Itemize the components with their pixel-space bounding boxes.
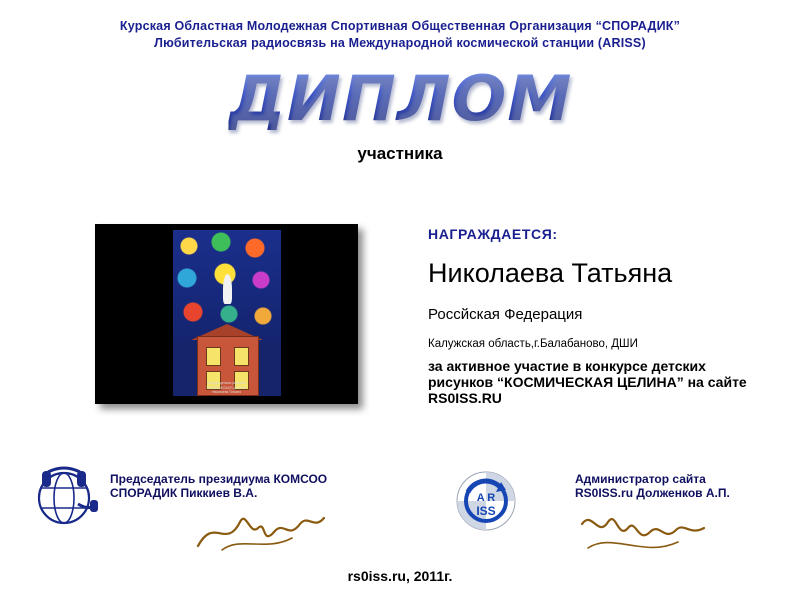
certificate-title: ДИПЛОМ	[227, 62, 573, 135]
footer-text: rs0iss.ru, 2011г.	[347, 568, 453, 584]
right-signature-line-1: Администратор сайта	[575, 472, 706, 486]
left-signature-scribble	[196, 506, 326, 558]
ariss-logo-icon	[455, 470, 517, 532]
artwork-caption-line-1: Конкурс детских рисунков	[207, 381, 246, 386]
winner-region: Калужская область,г.Балабаново, ДШИ	[428, 338, 638, 350]
sporadik-logo-icon	[28, 462, 100, 528]
certificate-title-wrap	[0, 62, 800, 135]
winner-country: Россйская Федерация	[428, 306, 583, 323]
left-signature-text	[110, 472, 327, 500]
artwork-caption	[173, 381, 281, 394]
certificate-subtitle: участника	[357, 144, 443, 163]
winner-name: Николаева Татьяна	[428, 258, 673, 288]
award-reason: за активное участие в конкурсе детских рисунков “КОСМИЧЕСКАЯ ЦЕЛИНА” на сайте RS0ISS.RU	[428, 358, 747, 406]
right-signature-line-2: RS0ISS.ru Долженков А.П.	[575, 486, 730, 500]
left-signature-line-1: Председатель президиума КОМСОО	[110, 472, 328, 486]
artwork-frame	[95, 224, 358, 404]
ariss-logo-text-top: A R	[476, 492, 496, 504]
organization-header	[0, 18, 800, 52]
artwork-window	[234, 347, 249, 366]
right-signature-text	[575, 472, 730, 500]
award-label: НАГРАЖДАЕТСЯ:	[428, 226, 558, 242]
artwork-image	[173, 230, 281, 396]
ariss-logo-text-bottom: ISS	[476, 504, 496, 518]
artwork-window	[206, 347, 221, 366]
left-signature-line-2: СПОРАДИК Пиккиев В.А.	[110, 486, 258, 500]
organization-line-1: Курская Областная Молодежная Спортивная Общественная Организация “СПОРАДИК”	[119, 19, 681, 33]
right-signature-scribble	[578, 508, 708, 562]
artwork-rocket-icon	[223, 274, 232, 304]
organization-line-2: Любительская радиосвязь на Международной космической станции (ARISS)	[154, 36, 646, 50]
artwork-caption-line-3: Николаева Татьяна	[212, 389, 241, 394]
artwork-caption-line-2: "КОСМИЧЕСКАЯ ЦЕЛИНА"	[206, 385, 247, 390]
